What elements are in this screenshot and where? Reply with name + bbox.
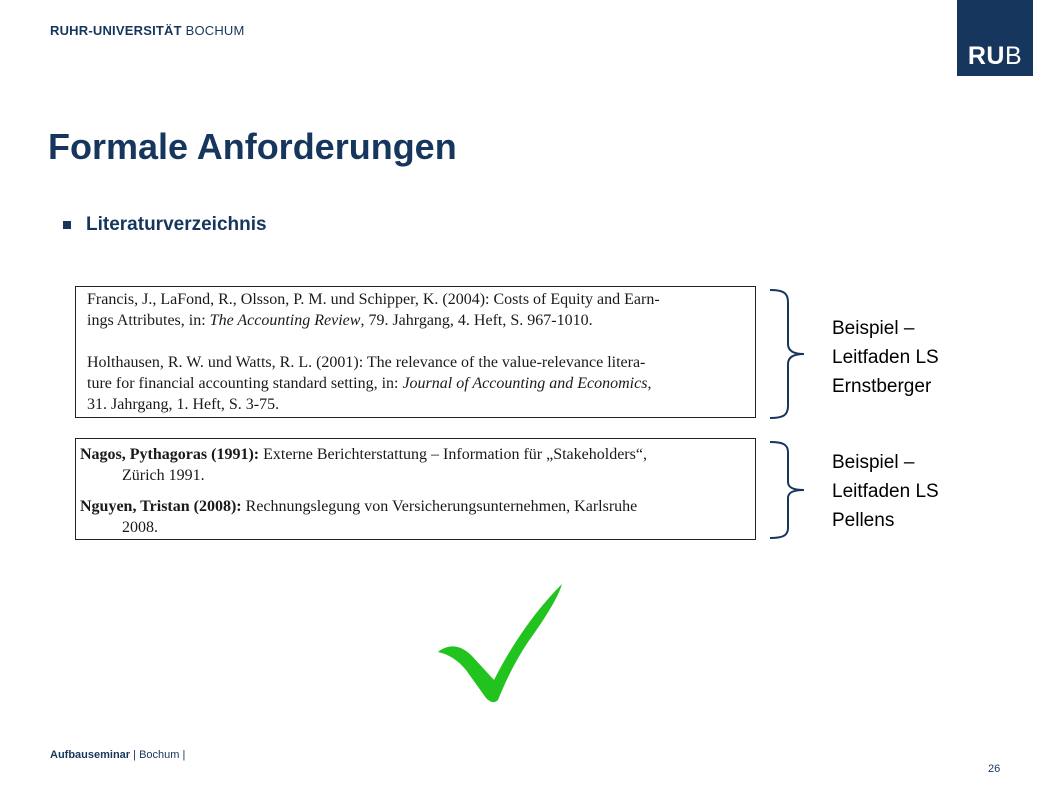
reference-line: Holthausen, R. W. und Watts, R. L. (2001): The relevance of the value-relevance litera- <box>87 354 646 371</box>
note-line: Pellens <box>832 510 895 531</box>
note-line: Leitfaden LS <box>832 481 939 502</box>
journal-title: The Accounting Review <box>209 312 361 329</box>
bullet-text: Literaturverzeichnis <box>86 214 267 235</box>
university-name-bold: RUHR-UNIVERSITÄT <box>50 23 182 38</box>
checkmark-icon <box>436 580 571 705</box>
reference-line: Zürich 1991. <box>122 467 205 484</box>
journal-title: Journal of Accounting and Economics <box>402 375 648 392</box>
rub-logo <box>957 0 1033 76</box>
page-number: 26 <box>988 763 1001 775</box>
university-name-light: BOCHUM <box>185 23 245 38</box>
note-line: Ernstberger <box>832 376 932 397</box>
university-name <box>50 23 245 38</box>
reference-text: Rechnungslegung von Versicherungsunternehmen, Karlsruhe <box>241 498 638 515</box>
reference-francis <box>87 289 745 331</box>
reference-text: , <box>647 375 652 392</box>
example-note-ernstberger <box>832 314 939 401</box>
reference-nagos <box>80 444 747 486</box>
reference-text: Externe Berichterstattung – Information für „Stakeholders“, <box>259 446 647 463</box>
footer-seminar: Aufbauseminar <box>50 749 131 761</box>
reference-example-box-1 <box>75 286 756 418</box>
reference-holthausen <box>87 352 745 415</box>
reference-text: ture for financial accounting standard setting, in: <box>87 375 403 392</box>
reference-line: Francis, J., LaFond, R., Olsson, P. M. und Schipper, K. (2004): Costs of Equity and Earn- <box>87 291 660 308</box>
logo-light: B <box>1004 42 1023 70</box>
note-line: Beispiel – <box>832 318 915 339</box>
reference-line <box>80 444 747 465</box>
reference-text: ings Attributes, in: <box>87 312 210 329</box>
footer <box>50 749 185 761</box>
logo-bold: RU <box>967 42 1005 70</box>
footer-place: Bochum <box>139 749 180 761</box>
reference-line <box>80 496 747 517</box>
rub-logo-text <box>968 42 1022 71</box>
bullet-item <box>63 214 267 236</box>
footer-separator: | <box>130 749 140 761</box>
footer-separator: | <box>179 749 186 761</box>
reference-line: 2008. <box>122 519 158 536</box>
reference-author: Nagos, Pythagoras (1991): <box>80 446 260 463</box>
reference-author: Nguyen, Tristan (2008): <box>80 498 242 515</box>
note-line: Beispiel – <box>832 452 915 473</box>
reference-example-box-2 <box>75 438 756 540</box>
curly-brace-icon <box>768 440 808 540</box>
bullet-square-icon <box>63 221 71 229</box>
curly-brace-icon <box>768 288 808 420</box>
reference-line <box>87 373 745 394</box>
reference-nguyen <box>80 496 747 538</box>
note-line: Leitfaden LS <box>832 347 939 368</box>
reference-text: , 79. Jahrgang, 4. Heft, S. 967-1010. <box>360 312 593 329</box>
reference-line <box>87 310 745 331</box>
example-note-pellens <box>832 448 939 535</box>
reference-line: 31. Jahrgang, 1. Heft, S. 3-75. <box>87 396 280 413</box>
slide-title: Formale Anforderungen <box>48 126 457 167</box>
